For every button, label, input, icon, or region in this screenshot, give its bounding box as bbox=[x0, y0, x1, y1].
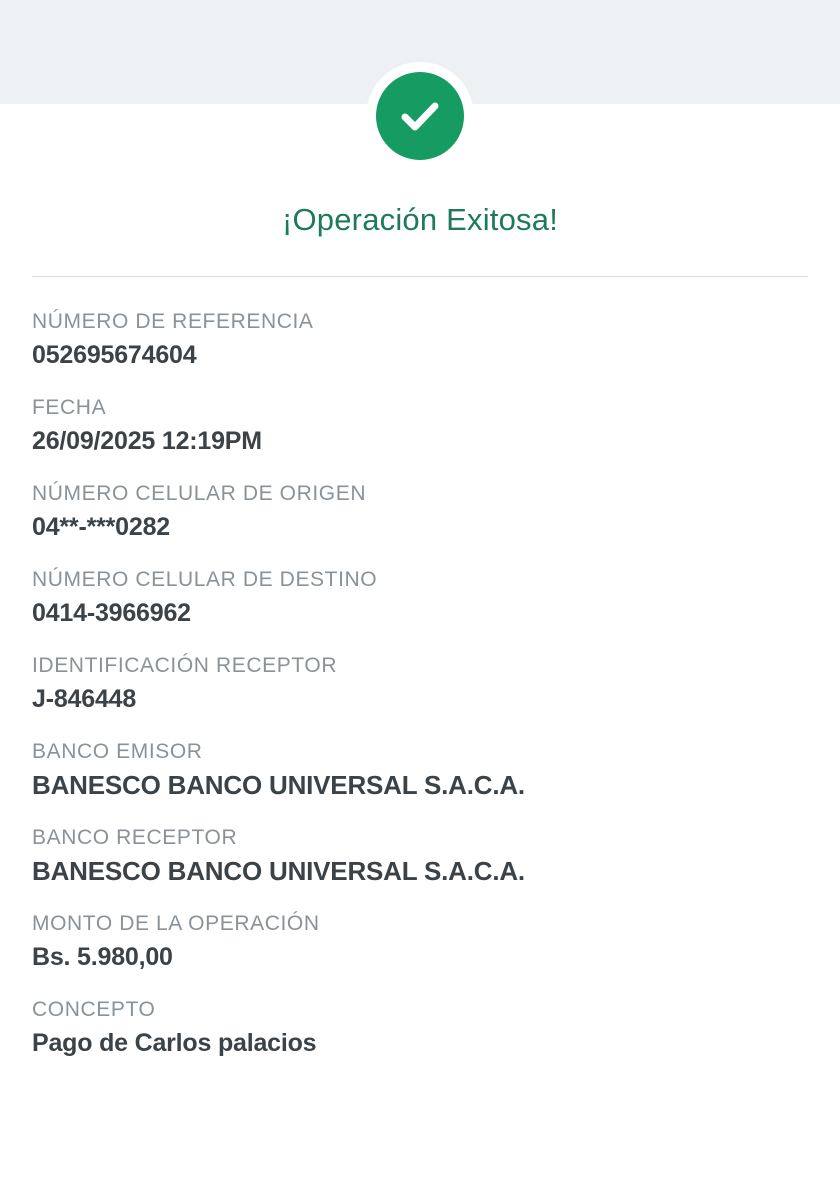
check-circle-icon bbox=[376, 72, 464, 160]
field-value: BANESCO BANCO UNIVERSAL S.A.C.A. bbox=[32, 770, 525, 800]
field-label: MONTO DE LA OPERACIÓN bbox=[32, 912, 320, 935]
receipt-field-list bbox=[32, 308, 808, 1082]
success-badge bbox=[366, 62, 474, 170]
field-label: BANCO RECEPTOR bbox=[32, 826, 238, 849]
page-title: ¡Operación Exitosa! bbox=[281, 202, 559, 237]
field-receiver-id bbox=[32, 652, 808, 716]
field-receiver-bank bbox=[32, 824, 808, 888]
field-label: NÚMERO DE REFERENCIA bbox=[32, 310, 314, 333]
field-concept bbox=[32, 996, 808, 1060]
field-value: Pago de Carlos palacios bbox=[32, 1029, 317, 1057]
field-origin-phone bbox=[32, 480, 808, 544]
field-value: 26/09/2025 12:19PM bbox=[32, 427, 262, 455]
field-value: 04**-***0282 bbox=[32, 513, 170, 541]
field-label: IDENTIFICACIÓN RECEPTOR bbox=[32, 654, 338, 677]
field-value: 052695674604 bbox=[32, 341, 197, 369]
field-label: NÚMERO CELULAR DE ORIGEN bbox=[32, 482, 367, 505]
field-label: CONCEPTO bbox=[32, 998, 156, 1021]
field-amount bbox=[32, 910, 808, 974]
field-value: 0414-3966962 bbox=[32, 599, 191, 627]
field-reference-number bbox=[32, 308, 808, 372]
field-label: BANCO EMISOR bbox=[32, 740, 203, 763]
field-sender-bank bbox=[32, 738, 808, 802]
field-label: NÚMERO CELULAR DE DESTINO bbox=[32, 568, 378, 591]
field-value: BANESCO BANCO UNIVERSAL S.A.C.A. bbox=[32, 856, 525, 886]
field-destination-phone bbox=[32, 566, 808, 630]
field-label: FECHA bbox=[32, 396, 107, 419]
field-value: J-846448 bbox=[32, 685, 137, 713]
field-date bbox=[32, 394, 808, 458]
field-value: Bs. 5.980,00 bbox=[32, 943, 173, 971]
divider bbox=[32, 276, 808, 277]
